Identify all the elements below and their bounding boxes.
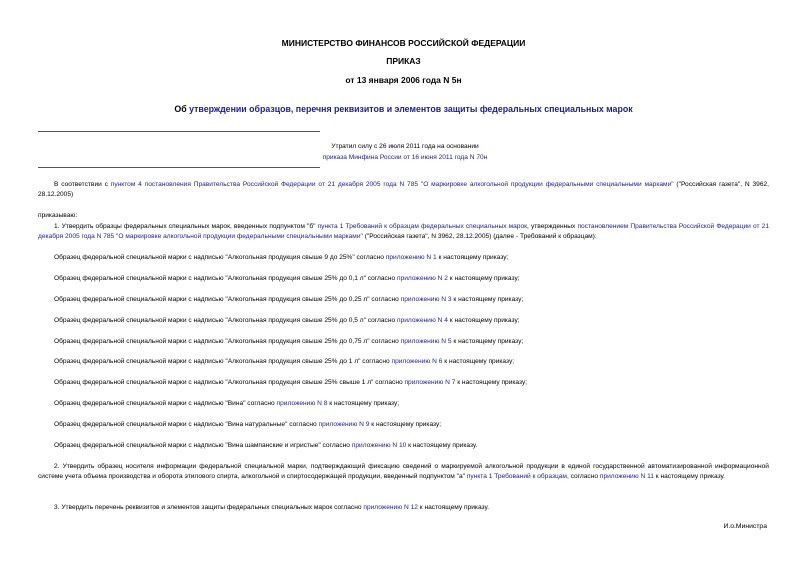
p2-text-2: , согласно [566,473,600,480]
preamble-source: ("Российская газета", N 3962, 28.12.2005) [38,181,769,198]
p2-text-3: к настоящему приказу. [653,473,725,480]
document-title [0,104,807,114]
lost-force-text: Утратил силу с 26 июля 2011 года на основании [331,143,479,150]
divider-top [38,131,320,132]
list-item [54,421,441,428]
p3-text-2: к настоящему приказу. [417,504,489,511]
p1-text-2: , утвержденных [527,223,578,230]
appendix-link[interactable]: приложению N 9 [318,421,370,428]
date-number-heading: от 13 января 2006 года N 5н [345,75,462,85]
sample-suffix: к настоящему приказу. [406,442,478,449]
sample-suffix: к настоящему приказу; [327,400,400,407]
p3-text: 3. Утвердить перечень реквизитов и элементов защиты федеральных специальных марок согласно [54,504,364,511]
list-item [54,275,520,282]
sample-suffix: к настоящему приказу; [455,379,528,386]
list-item [54,442,477,449]
list-item [54,254,508,261]
lost-force-note [300,141,510,163]
preamble-text: В соответствии с [54,181,111,188]
list-item [54,338,523,345]
sample-text: Образец федеральной специальной марки с надписью "Алкогольная продукция свыше 25% до 0,75 л" согласно [54,338,401,345]
ministry-heading: МИНИСТЕРСТВО ФИНАНСОВ РОССИЙСКОЙ ФЕДЕРАЦИИ [281,38,526,48]
appendix-link[interactable]: приложению N 6 [391,358,443,365]
sample-suffix: к настоящему приказу; [451,338,524,345]
sample-suffix: к настоящему приказу; [442,358,515,365]
sample-text: Образец федеральной специальной марки с надписью "Алкогольная продукция свыше 25% до 1 л" согласно [54,358,392,365]
appendix-link[interactable]: приложению N 10 [351,442,407,449]
p2-link-appendix[interactable]: приложению N 11 [599,473,654,480]
sample-suffix: к настоящему приказу; [451,296,524,303]
appendix-link[interactable]: приложению N 1 [385,254,437,261]
sample-text: Образец федеральной специальной марки с надписью "Вина шампанские и игристые" согласно [54,442,352,449]
p1-link-requirements[interactable]: пункта 1 Требований к образцам федеральных специальных марок [317,223,528,230]
p1-text-3: ("Российская газета", N 3962, 28.12.2005) (далее - Требований к образцам): [362,233,597,240]
list-item [54,317,520,324]
order-word: приказываю: [38,212,78,219]
paragraph-3 [38,503,769,513]
p3-link-appendix[interactable]: приложению N 12 [363,504,418,511]
paragraph-1 [38,222,769,242]
lost-force-link[interactable]: приказа Минфина России от 16 июня 2011 года N 70н [322,154,488,161]
list-item [54,358,514,365]
sample-suffix: к настоящему приказу; [447,275,520,282]
sample-text: Образец федеральной специальной марки с надписью "Алкогольная продукция свыше 25% свыше 1 л" согласно [54,379,405,386]
sample-text: Образец федеральной специальной марки с надписью "Алкогольная продукция свыше 25% до 0,1 л" согласно [54,275,397,282]
paragraph-2 [38,462,769,482]
p2-link-requirements[interactable]: пункта 1 Требований к образцам [466,473,567,480]
signature: И.о.Министра [723,523,767,530]
sample-text: Образец федеральной специальной марки с надписью "Вина" согласно [54,400,277,407]
p1-text: 1. Утвердить образцы федеральных специальных марок, введенных подпунктом "б" [54,223,318,230]
list-item [54,296,523,303]
list-item [54,379,527,386]
appendix-link[interactable]: приложению N 3 [400,296,452,303]
sample-suffix: к настоящему приказу; [369,421,442,428]
p2-text: 2. Утвердить образец носителя информации федеральной специальной марки, подтверждающий фиксацию сведений о маркируемой алкогольной продукции в единой государственной автоматизированной информационной системе учета объема производства и оборота этилового спирта, алкогольной и спиртосодержащей продукции, введенный подпунктом "а" [38,463,769,480]
title-link[interactable]: утверждении образцов, перечня реквизитов и элементов защиты федеральных специальных марок [189,104,633,114]
sample-suffix: к настоящему приказу; [447,317,520,324]
list-item [54,400,399,407]
sample-text: Образец федеральной специальной марки с надписью "Алкогольная продукция свыше 9 до 25%" согласно [54,254,386,261]
divider-bottom [38,167,320,168]
appendix-link[interactable]: приложению N 4 [397,317,448,324]
appendix-link[interactable]: приложению N 5 [400,338,452,345]
p1-link-decree[interactable]: постановлением Правительства Российской Федерации от 21 декабря 2005 года N 785 "О маркировке алкогольной продукции федеральными специальными марками" [38,223,769,240]
sample-text: Образец федеральной специальной марки с надписью "Вина натуральные" согласно [54,421,319,428]
sample-suffix: к настоящему приказу; [436,254,509,261]
sample-text: Образец федеральной специальной марки с надписью "Алкогольная продукция свыше 25% до 0,25 л" согласно [54,296,401,303]
title-prefix: Об [174,104,190,114]
preamble-paragraph [38,180,769,200]
doc-type-heading: ПРИКАЗ [386,56,421,66]
sample-text: Образец федеральной специальной марки с надписью "Алкогольная продукция свыше 25% до 0,5 л" согласно [54,317,397,324]
preamble-link[interactable]: пунктом 4 постановления Правительства Российской Федерации от 21 декабря 2005 года N 785 "О маркировке алкогольной продукции федеральными специальными марками" [110,181,674,188]
appendix-link[interactable]: приложению N 2 [397,275,448,282]
appendix-link[interactable]: приложению N 7 [404,379,456,386]
appendix-link[interactable]: приложению N 8 [276,400,328,407]
